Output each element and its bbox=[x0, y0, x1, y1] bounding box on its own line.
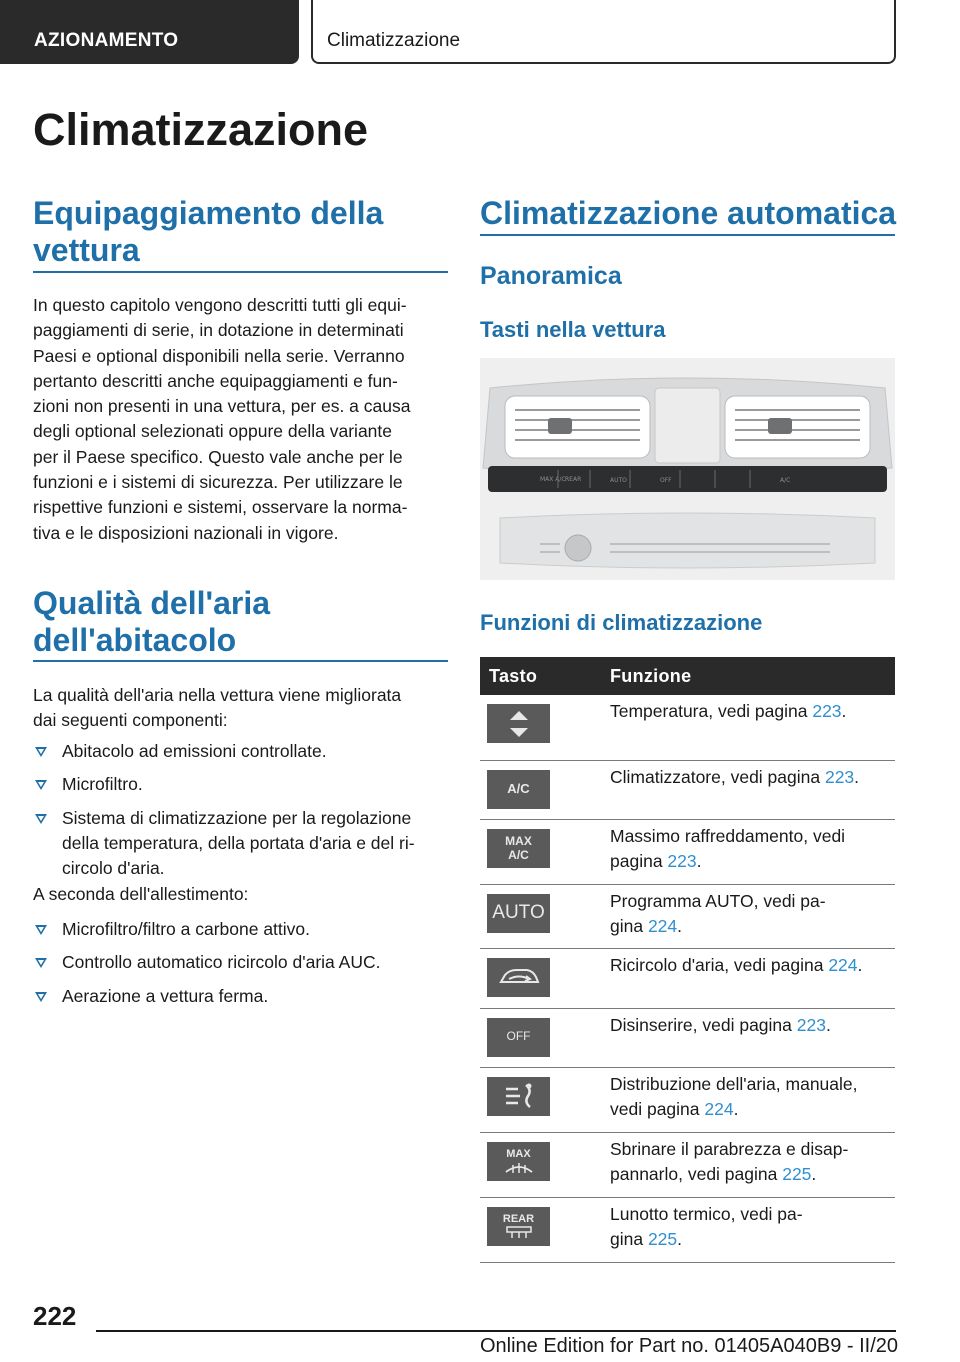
triangle-bullet-icon bbox=[35, 958, 47, 968]
optional-list bbox=[33, 917, 448, 1017]
list-item: Microfiltro. bbox=[33, 772, 448, 797]
list-item: Sistema di climatizzazione per la regolazione della temperatura, della portata d'aria e del ri‐ circolo d'aria. bbox=[33, 806, 448, 882]
triangle-bullet-icon bbox=[35, 780, 47, 790]
footer-rule bbox=[96, 1330, 896, 1332]
rear-defrost-icon: REAR bbox=[487, 1207, 550, 1246]
page-link[interactable]: 224 bbox=[647, 915, 678, 936]
page-link[interactable]: 223 bbox=[824, 766, 855, 787]
triangle-bullet-icon bbox=[35, 747, 47, 757]
page-link[interactable]: 223 bbox=[812, 701, 842, 721]
climate-control-photo bbox=[480, 358, 895, 580]
recirculation-icon bbox=[487, 958, 550, 997]
heading-equipment: Equipaggiamento della vettura bbox=[33, 195, 384, 268]
header-section: AZIONAMENTO bbox=[34, 30, 179, 51]
function-description: Distribuzione dell'aria, manuale, vedi pagina 224. bbox=[610, 1067, 895, 1132]
list-item: Microfiltro/filtro a carbone attivo. bbox=[33, 917, 448, 942]
table-row bbox=[480, 1132, 895, 1197]
list-item: Abitacolo ad emissioni controllate. bbox=[33, 739, 448, 764]
triangle-bullet-icon bbox=[35, 814, 47, 824]
table-row bbox=[480, 1197, 895, 1262]
heading-auto-climate: Climatizzazione automatica bbox=[480, 195, 897, 231]
functions-table bbox=[480, 657, 895, 1263]
function-description: Sbrinare il parabrezza e disap‐ pannarlo, vedi pagina 225. bbox=[610, 1132, 895, 1197]
equipment-note: A seconda dell'allestimento: bbox=[33, 884, 249, 904]
svg-text:AUTO: AUTO bbox=[610, 477, 627, 484]
header-section-tab bbox=[0, 0, 299, 64]
svg-text:REAR: REAR bbox=[565, 476, 582, 483]
function-description: Climatizzatore, vedi pagina 223. bbox=[610, 760, 895, 819]
heading-air-quality: Qualità dell'aria dell'abitacolo bbox=[33, 585, 271, 658]
components-list bbox=[33, 739, 448, 889]
page-number: 222 bbox=[33, 1301, 77, 1331]
function-description: Temperatura, vedi pagina 223. bbox=[610, 695, 895, 760]
page-title: Climatizzazione bbox=[33, 104, 369, 155]
function-description: Massimo raffreddamento, vedi pagina 223. bbox=[610, 819, 895, 884]
page-link[interactable]: 225 bbox=[782, 1163, 812, 1184]
air-quality-intro: La qualità dell'aria nella vettura viene migliorata dai seguenti componenti: bbox=[33, 685, 402, 731]
function-description: Ricircolo d'aria, vedi pagina 224. bbox=[610, 948, 895, 1008]
equipment-paragraph: In questo capitolo vengono descritti tutti gli equi‐ paggiamenti di serie, in dotazione in determinati Paesi e optional disponibili nella serie. Verranno pertanto descritti anche equipaggiamenti e fun‐ zioni non presenti in una vettura, per es. a causa degli optional selezionati oppure della variante per il Paese specifico. Questo vale anche per le funzioni e i sistemi di sicurezza. Per utilizzare le rispettive funzioni e sistemi, osservare la norma‐ tiva e le disposizioni nazionali in vigore. bbox=[33, 295, 411, 543]
header-chapter-tab bbox=[311, 0, 896, 64]
header-chapter: Climatizzazione bbox=[327, 30, 461, 51]
svg-text:A/C: A/C bbox=[780, 477, 791, 484]
table-row bbox=[480, 1067, 895, 1132]
list-item: Aerazione a vettura ferma. bbox=[33, 984, 448, 1009]
heading-rule bbox=[480, 234, 895, 236]
heading-overview: Panoramica bbox=[480, 262, 622, 290]
page-link[interactable]: 224 bbox=[704, 1098, 734, 1119]
table-row bbox=[480, 819, 895, 884]
page-link[interactable]: 223 bbox=[667, 850, 697, 871]
page-link[interactable]: 223 bbox=[796, 1014, 826, 1035]
table-row bbox=[480, 948, 895, 1008]
max-defrost-icon: MAX bbox=[487, 1142, 550, 1181]
table-row bbox=[480, 695, 895, 760]
function-description: Disinserire, vedi pagina 223. bbox=[610, 1008, 895, 1067]
function-description: Programma AUTO, vedi pa‐ gina 224. bbox=[610, 884, 895, 948]
heading-buttons: Tasti nella vettura bbox=[480, 317, 666, 342]
heading-functions: Funzioni di climatizzazione bbox=[480, 610, 763, 635]
table-row bbox=[480, 884, 895, 948]
column-header-function: Funzione bbox=[610, 657, 895, 695]
triangle-bullet-icon bbox=[35, 992, 47, 1002]
heading-rule bbox=[33, 271, 448, 273]
max-ac-icon: MAX A/C bbox=[487, 829, 550, 868]
function-description: Lunotto termico, vedi pa‐ gina 225. bbox=[610, 1197, 895, 1262]
table-row bbox=[480, 1008, 895, 1067]
table-header-row bbox=[480, 657, 895, 695]
footer-edition: Online Edition for Part no. 01405A040B9 - II/20 bbox=[479, 1335, 898, 1357]
page-link[interactable]: 224 bbox=[828, 954, 858, 975]
svg-text:MAX A/C: MAX A/C bbox=[540, 476, 566, 483]
svg-text:OFF: OFF bbox=[660, 477, 672, 484]
column-header-key: Tasto bbox=[480, 657, 610, 695]
air-distribution-icon bbox=[487, 1077, 550, 1116]
temperature-arrows-icon bbox=[487, 704, 550, 743]
list-item: Controllo automatico ricircolo d'aria AUC. bbox=[33, 950, 448, 975]
ac-icon: A/C bbox=[487, 770, 550, 809]
off-icon: OFF bbox=[487, 1018, 550, 1057]
table-row bbox=[480, 760, 895, 819]
heading-rule bbox=[33, 660, 448, 662]
auto-icon: AUTO bbox=[487, 894, 550, 933]
triangle-bullet-icon bbox=[35, 925, 47, 935]
page-link[interactable]: 225 bbox=[647, 1228, 678, 1249]
